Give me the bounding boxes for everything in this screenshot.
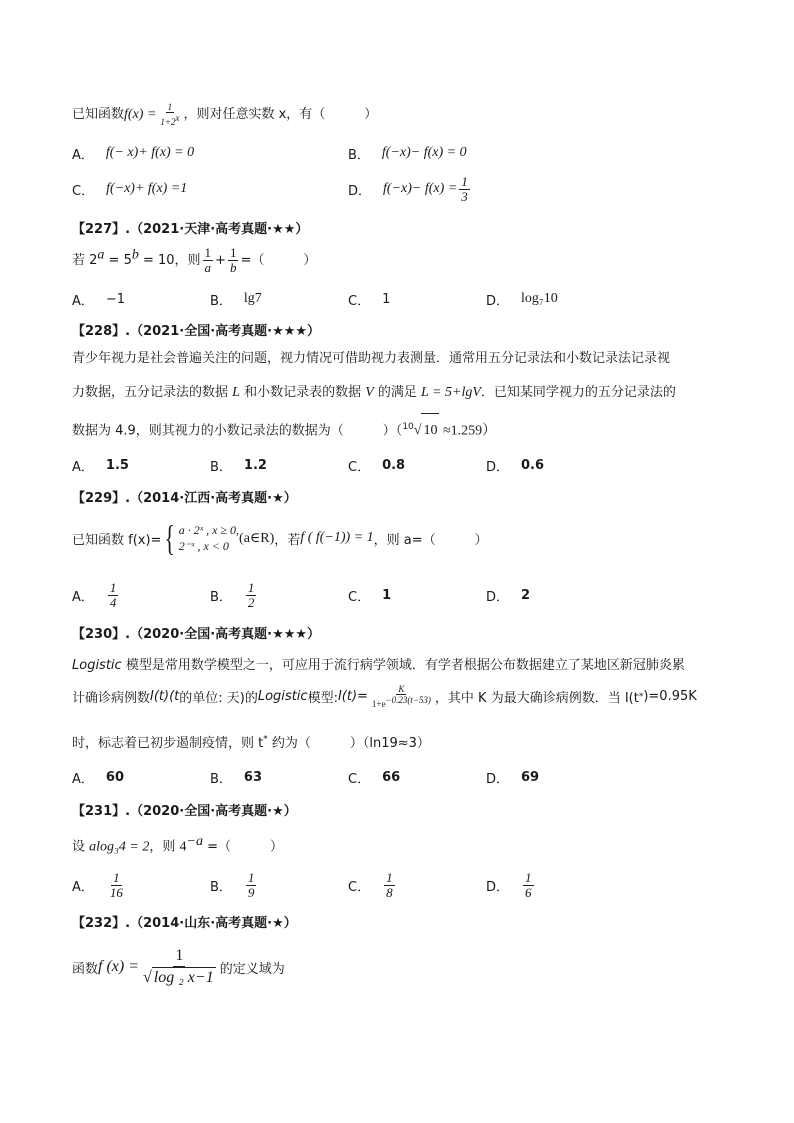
q228-option-d[interactable]: [486, 448, 544, 482]
plus-sign: +: [215, 253, 226, 268]
q229-stem-prefix: 已知函数 f(x)=: [72, 532, 162, 548]
option-fraction: [246, 581, 257, 610]
text: 约为（ ）（ln19≈3）: [267, 736, 430, 751]
option-value: 2: [521, 587, 531, 603]
left-brace: {: [164, 518, 176, 558]
power-base: 4: [179, 839, 187, 855]
q227-option-c[interactable]: [348, 282, 390, 316]
model-lhs: I(t)=: [337, 689, 368, 704]
q229-option-a[interactable]: [72, 578, 120, 612]
option-label: C．: [72, 183, 95, 199]
q231-stem: [72, 834, 734, 855]
q228-option-b[interactable]: [210, 448, 267, 482]
fraction-denominator: √ log ₂ x−1: [143, 969, 214, 986]
root-body: log ₂ x−1: [153, 969, 214, 986]
formula: L = 5+lgV: [421, 385, 481, 400]
fraction-denominator: 9: [247, 884, 255, 900]
option-label: A．: [72, 879, 94, 895]
fraction-1-over-a: [203, 246, 214, 275]
q229-option-b[interactable]: [210, 578, 258, 612]
q226-option-a[interactable]: [72, 136, 194, 170]
star-superscript: *: [263, 734, 268, 745]
fraction-numerator: 1: [525, 869, 532, 885]
function-I-t: I(t)(t: [150, 689, 180, 704]
q230-option-a[interactable]: [72, 760, 124, 794]
approximation: ≈1.259）: [439, 423, 497, 439]
fraction-denominator: 6: [525, 884, 532, 900]
star-superscript: *: [638, 691, 644, 702]
option-fraction: [459, 175, 470, 204]
q231-expression: alog₃4 = 2: [89, 839, 150, 855]
q230-header: 【230】.（2020·全国·高考真题·★★★）: [72, 627, 321, 642]
q227-options: [72, 282, 734, 316]
option-value: 66: [382, 769, 401, 785]
model-fraction: [370, 684, 433, 709]
fraction-denominator: b: [229, 260, 237, 275]
fraction-denominator: 16: [109, 884, 123, 900]
fraction-numerator: 1: [173, 946, 185, 967]
q229-header: 【229】.（2014·江西·高考真题·★）: [72, 491, 297, 506]
option-value: 1.5: [105, 457, 129, 473]
q227-stem-prefix: 若 2: [72, 253, 98, 268]
case-2: 2⁻ˣ , x < 0: [178, 539, 229, 553]
q231-option-c[interactable]: [348, 868, 397, 902]
q230-option-c[interactable]: [348, 760, 400, 794]
text: ．已知某同学视力的五分记录法的: [480, 385, 676, 400]
fraction-denominator-base: 1+2: [160, 117, 176, 127]
q226-option-b[interactable]: [348, 136, 467, 170]
q230-line-2: [72, 684, 734, 709]
text: 时，标志着已初步遏制疫情，则 t: [72, 736, 264, 751]
q231-header: 【231】.（2020·全国·高考真题·★）: [72, 804, 297, 819]
fraction-numerator: 1: [229, 245, 237, 260]
option-fraction: [108, 871, 125, 900]
option-label: D．: [486, 589, 510, 605]
q227-option-a[interactable]: [72, 282, 125, 316]
case-1: a · 2ˣ , x ≥ 0,: [178, 523, 240, 537]
fraction-numerator: 1: [461, 173, 468, 189]
q229-option-d[interactable]: [486, 578, 530, 612]
text: 数据为 4.9，则其视力的小数记录法的数据为（ ）（: [72, 423, 403, 439]
fraction-denominator: 3: [461, 188, 468, 204]
q229-stem-suffix: ，则 a=（ ）: [373, 532, 488, 548]
option-value: 60: [105, 769, 124, 785]
option-label: B．: [210, 293, 232, 309]
piecewise-cases: [179, 522, 239, 554]
fraction-denominator: 2: [247, 594, 255, 610]
q230-line-1: [72, 654, 734, 673]
q228-option-c[interactable]: [348, 448, 405, 482]
q228-line-2: [72, 376, 734, 410]
option-label: B．: [210, 771, 232, 787]
q228-line-1: 青少年视力是社会普遍关注的问题，视力情况可借助视力表测量．通常用五分记录法和小数记录法记录视: [72, 351, 671, 366]
text: 模型是常用数学模型之一，可应用于流行病学领域．有学者根据公布数据建立了某地区新冠肺炎累: [121, 658, 685, 673]
text: 计确诊病例数: [72, 691, 151, 706]
option-label: C．: [348, 293, 371, 309]
variable-L: L: [232, 385, 240, 400]
option-label: C．: [348, 879, 371, 895]
q231-stem-prefix: 设: [72, 839, 90, 855]
variable-V: V: [365, 385, 374, 400]
q232-stem: [72, 946, 734, 988]
q229-stem-middle: ，若: [274, 532, 301, 548]
option-label: B．: [210, 879, 232, 895]
option-value: −1: [105, 291, 126, 307]
q229-option-c[interactable]: [348, 578, 391, 612]
option-value: lg7: [243, 291, 262, 306]
option-label: A．: [72, 147, 94, 163]
option-label: A．: [72, 459, 94, 475]
fraction-denominator: [370, 695, 433, 709]
option-fraction: [108, 581, 119, 610]
q231-option-a[interactable]: [72, 868, 127, 902]
domain: (a∈R): [239, 530, 275, 546]
q230-option-b[interactable]: [210, 760, 262, 794]
condition: f ( f(−1)) = 1: [300, 530, 374, 545]
logistic-term: Logistic: [257, 689, 308, 704]
root-body: 10: [421, 413, 439, 448]
q231-option-b[interactable]: [210, 868, 258, 902]
option-expression: f(−x)− f(x) =: [383, 181, 458, 196]
q228-header: 【228】.（2021·全国·高考真题·★★★）: [72, 324, 321, 339]
q228-option-a[interactable]: [72, 448, 129, 482]
q226-stem-suffix: ，则对任意实数 x，有（ ）: [183, 107, 378, 122]
q228-stem: [72, 342, 734, 448]
option-label: D．: [348, 183, 372, 199]
q227-option-d[interactable]: [486, 282, 558, 316]
option-fraction: [523, 871, 534, 900]
option-expression: f(−x)− f(x) = 0: [381, 145, 467, 160]
q231-options: [72, 868, 734, 902]
fraction-denominator: 4: [109, 594, 117, 610]
option-label: B．: [210, 459, 232, 475]
fraction-numerator: 1: [386, 869, 393, 885]
q230-line-3: [72, 732, 734, 751]
option-label: C．: [348, 589, 371, 605]
fraction-denominator-exponent: x: [175, 113, 180, 123]
option-label: D．: [486, 293, 510, 309]
option-fraction: [246, 871, 257, 900]
q232-stem-prefix: 函数: [72, 961, 99, 977]
q229-stem: [72, 520, 734, 556]
option-expression: f(− x)+ f(x) = 0: [105, 145, 195, 160]
q227-option-b[interactable]: [210, 282, 262, 316]
root-index: 10: [402, 422, 414, 432]
option-label: A．: [72, 589, 94, 605]
fraction-numerator: 1: [109, 579, 117, 595]
q227-stem-suffix: =（ ）: [240, 253, 317, 268]
q227-stem-middle: = 5: [104, 253, 132, 268]
q232-function-fraction: [141, 946, 218, 988]
q231-stem-middle: ，则: [149, 839, 180, 855]
option-label: B．: [210, 589, 232, 605]
option-label: C．: [348, 459, 371, 475]
fraction-denominator: [158, 113, 181, 127]
fraction-1-over-b: [228, 246, 239, 275]
option-value: log₇10: [521, 291, 558, 306]
q226-options-row2: [72, 172, 734, 206]
option-value: 0.8: [382, 457, 406, 473]
fraction-numerator: 1: [167, 102, 173, 112]
option-label: D．: [486, 879, 510, 895]
q230-options: [72, 760, 734, 794]
q226-stem-prefix: 已知函数: [72, 107, 125, 122]
text: 和小数记录表的数据: [239, 385, 366, 400]
text: 力数据，五分记录法的数据: [72, 385, 233, 400]
q226-options-row1: [72, 136, 734, 170]
q226-option-d[interactable]: [348, 172, 472, 206]
q228-options: [72, 448, 734, 482]
fraction-numerator: 1: [247, 579, 255, 595]
option-label: D．: [486, 459, 510, 475]
option-value: 1: [382, 587, 392, 603]
fraction-numerator: 1: [113, 869, 120, 885]
option-label: D．: [486, 771, 510, 787]
option-value: 63: [243, 769, 263, 785]
q229-options: [72, 578, 734, 612]
option-expression: f(−x)+ f(x) =1: [106, 181, 188, 196]
q226-function-lhs: f(x) =: [124, 107, 157, 122]
q227-stem: [72, 246, 734, 275]
q226-function-fraction: [158, 102, 181, 127]
fraction-denominator: 8: [386, 884, 393, 900]
fraction-denominator-exponent: −0.23(t−53): [385, 695, 431, 705]
q232-header: 【232】.（2014·山东·高考真题·★）: [72, 916, 297, 931]
q228-line-3: [72, 410, 734, 448]
option-value: 69: [521, 769, 540, 785]
q231-stem-suffix: =（ ）: [202, 839, 283, 855]
power-exponent: −a: [186, 834, 203, 849]
q230-option-d[interactable]: [486, 760, 539, 794]
logistic-term: Logistic: [72, 658, 122, 673]
exponent-a: a: [97, 247, 105, 263]
q226-stem: [72, 102, 734, 127]
fraction-numerator: 1: [247, 869, 255, 885]
option-label: B．: [348, 147, 370, 163]
root: √ 10: [414, 423, 440, 438]
option-label: C．: [348, 771, 371, 787]
option-label: A．: [72, 293, 94, 309]
q227-stem-equation: = 10，则: [138, 253, 201, 268]
exponent-b: b: [131, 247, 139, 263]
option-value: 0.6: [521, 457, 545, 473]
q231-option-d[interactable]: [486, 868, 536, 902]
fraction-numerator: K: [398, 684, 405, 694]
fraction-denominator: a: [204, 260, 212, 275]
option-fraction: [384, 871, 395, 900]
text: 模型:: [307, 691, 338, 706]
q226-option-c[interactable]: [72, 172, 187, 206]
text: 的满足: [373, 385, 422, 400]
text: ，其中 K 为最大确诊病例数．当 I(t: [434, 691, 639, 706]
text: 的单位: 天)的: [179, 691, 258, 706]
option-value: 1.2: [243, 457, 267, 473]
q232-function-lhs: f (x) =: [98, 958, 140, 975]
option-value: 1: [382, 291, 391, 307]
text: )=0.95K: [643, 689, 697, 704]
fraction-numerator: 1: [204, 245, 212, 260]
option-label: A．: [72, 771, 94, 787]
q232-stem-suffix: 的定义域为: [219, 961, 285, 977]
q227-header: 【227】.（2021·天津·高考真题·★★）: [72, 222, 309, 237]
fraction-denominator-base: 1+e: [371, 699, 386, 709]
